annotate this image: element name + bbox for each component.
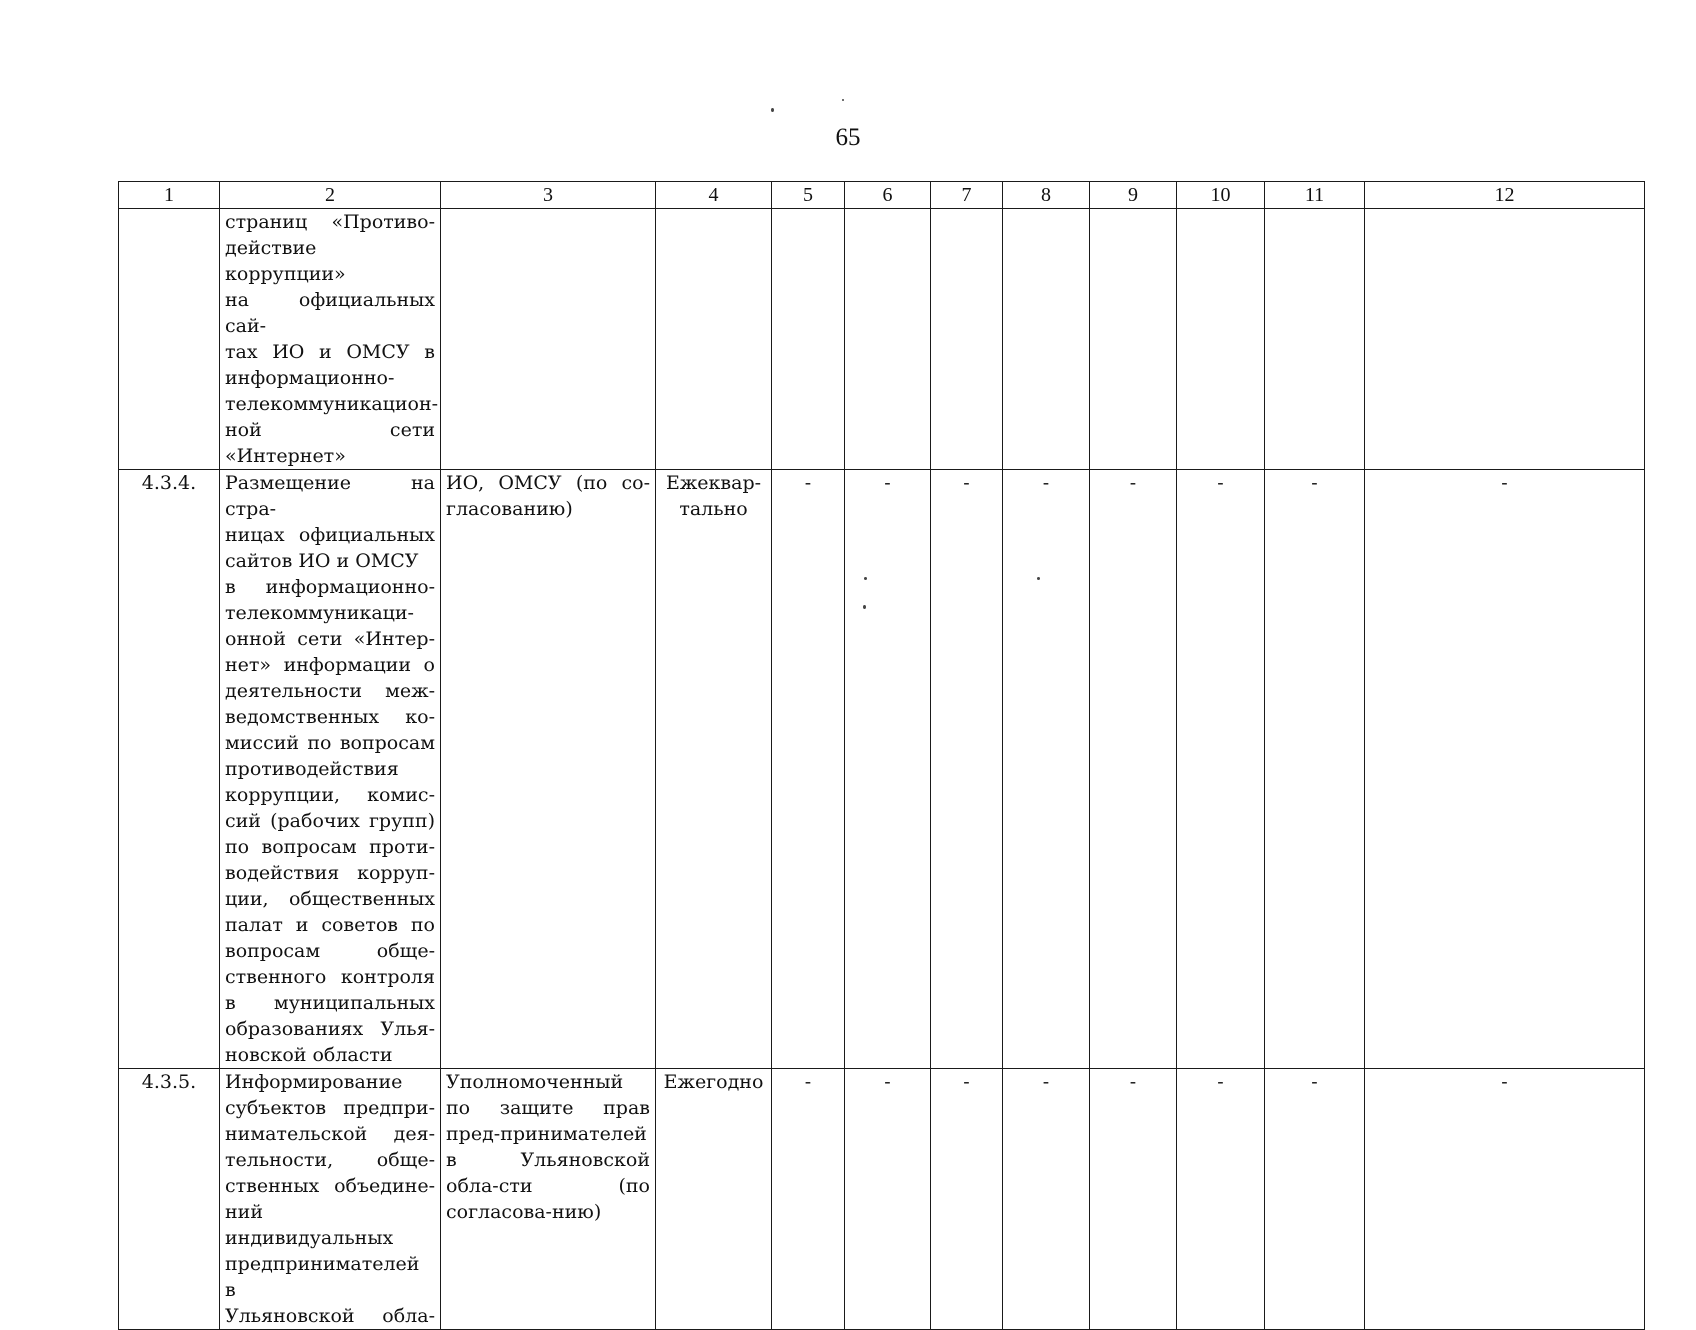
row-value [1090, 209, 1177, 470]
description-line: телекоммуникацион- [225, 393, 439, 415]
description-line: ции, общественных [225, 888, 435, 910]
description-line: субъектов предпри- [225, 1097, 435, 1119]
row-value: - [1003, 1069, 1090, 1330]
description-line: онной сети «Интер- [225, 628, 435, 650]
row-value [772, 209, 845, 470]
description-line: нимательской дея- [225, 1123, 435, 1145]
column-header: 12 [1365, 182, 1645, 209]
table-row [119, 209, 1645, 470]
row-value [845, 209, 931, 470]
column-header: 8 [1003, 182, 1090, 209]
description-line: сайтов ИО и ОМСУ [225, 550, 419, 572]
description-line: ственных объедине- [225, 1175, 435, 1197]
column-header: 9 [1090, 182, 1177, 209]
row-description [220, 1069, 441, 1330]
row-value: - [1365, 1069, 1645, 1330]
row-value [1365, 209, 1645, 470]
description-line: на официальных сай- [225, 289, 435, 337]
column-header: 1 [119, 182, 220, 209]
description-line: нет» информации о [225, 654, 435, 676]
row-value [1003, 209, 1090, 470]
column-header: 5 [772, 182, 845, 209]
row-executor: ИО, ОМСУ (по со-гласованию) [441, 470, 656, 1069]
row-period: Ежегодно [656, 1069, 772, 1330]
row-value [1177, 209, 1265, 470]
row-value: - [1003, 470, 1090, 1069]
description-line: противодействия [225, 758, 399, 780]
scan-speck [842, 99, 844, 101]
scan-speck [771, 108, 774, 112]
column-header: 6 [845, 182, 931, 209]
row-period: Ежеквар-тально [656, 470, 772, 1069]
description-line: коррупции, комис- [225, 784, 435, 806]
table-header-row [119, 182, 1645, 209]
column-header: 2 [220, 182, 441, 209]
row-value: - [931, 470, 1003, 1069]
description-line: ницах официальных [225, 524, 435, 546]
row-executor [441, 209, 656, 470]
description-line: по вопросам проти- [225, 836, 435, 858]
description-line: страниц «Противо- [225, 211, 435, 233]
description-line: ведомственных ко- [225, 706, 435, 728]
row-id [119, 209, 220, 470]
description-line: водействия корруп- [225, 862, 435, 884]
row-value [931, 209, 1003, 470]
row-value: - [1265, 1069, 1365, 1330]
plan-table [118, 181, 1645, 1330]
row-description [220, 470, 441, 1069]
description-line: тельности, обще- [225, 1149, 435, 1171]
description-line: деятельности меж- [225, 680, 435, 702]
description-line: предпринимателей в [225, 1253, 420, 1301]
description-line: тах ИО и ОМСУ в [225, 341, 435, 363]
description-line: телекоммуникаци- [225, 602, 414, 624]
table-row [119, 470, 1645, 1069]
description-line: Размещение на стра- [225, 472, 435, 520]
column-header: 7 [931, 182, 1003, 209]
row-value: - [845, 1069, 931, 1330]
row-value: - [1365, 470, 1645, 1069]
description-line: действие коррупции» [225, 237, 346, 285]
row-executor: Уполномоченный по защите прав пред-принимателей в Ульяновской обла-сти (по согласова-нию) [441, 1069, 656, 1330]
description-line: информационно- [225, 367, 395, 389]
description-line: сий (рабочих групп) [225, 810, 435, 832]
row-id: 4.3.5. [119, 1069, 220, 1330]
description-line: палат и советов по [225, 914, 435, 936]
row-value: - [772, 470, 845, 1069]
row-value: - [1090, 470, 1177, 1069]
row-value: - [1177, 1069, 1265, 1330]
row-value: - [845, 470, 931, 1069]
description-line: образованиях Улья- [225, 1018, 435, 1040]
description-line: Ульяновской обла- [225, 1305, 435, 1327]
column-header: 4 [656, 182, 772, 209]
description-line: ний индивидуальных [225, 1201, 394, 1249]
row-description [220, 209, 441, 470]
description-line: миссий по вопросам [225, 732, 435, 754]
description-line: новской области [225, 1044, 393, 1066]
table-row [119, 1069, 1645, 1330]
column-header: 3 [441, 182, 656, 209]
row-value: - [1090, 1069, 1177, 1330]
page-number: 65 [835, 124, 861, 151]
row-value: - [772, 1069, 845, 1330]
row-value: - [1265, 470, 1365, 1069]
row-value: - [931, 1069, 1003, 1330]
row-id: 4.3.4. [119, 470, 220, 1069]
description-line: ственного контроля [225, 966, 435, 988]
row-value: - [1177, 470, 1265, 1069]
description-line: в муниципальных [225, 992, 435, 1014]
description-line: Информирование [225, 1071, 403, 1093]
row-value [1265, 209, 1365, 470]
description-line: вопросам обще- [225, 940, 435, 962]
row-period [656, 209, 772, 470]
description-line: ной сети «Интернет» [225, 419, 435, 467]
column-header: 10 [1177, 182, 1265, 209]
column-header: 11 [1265, 182, 1365, 209]
description-line: в информационно- [225, 576, 435, 598]
